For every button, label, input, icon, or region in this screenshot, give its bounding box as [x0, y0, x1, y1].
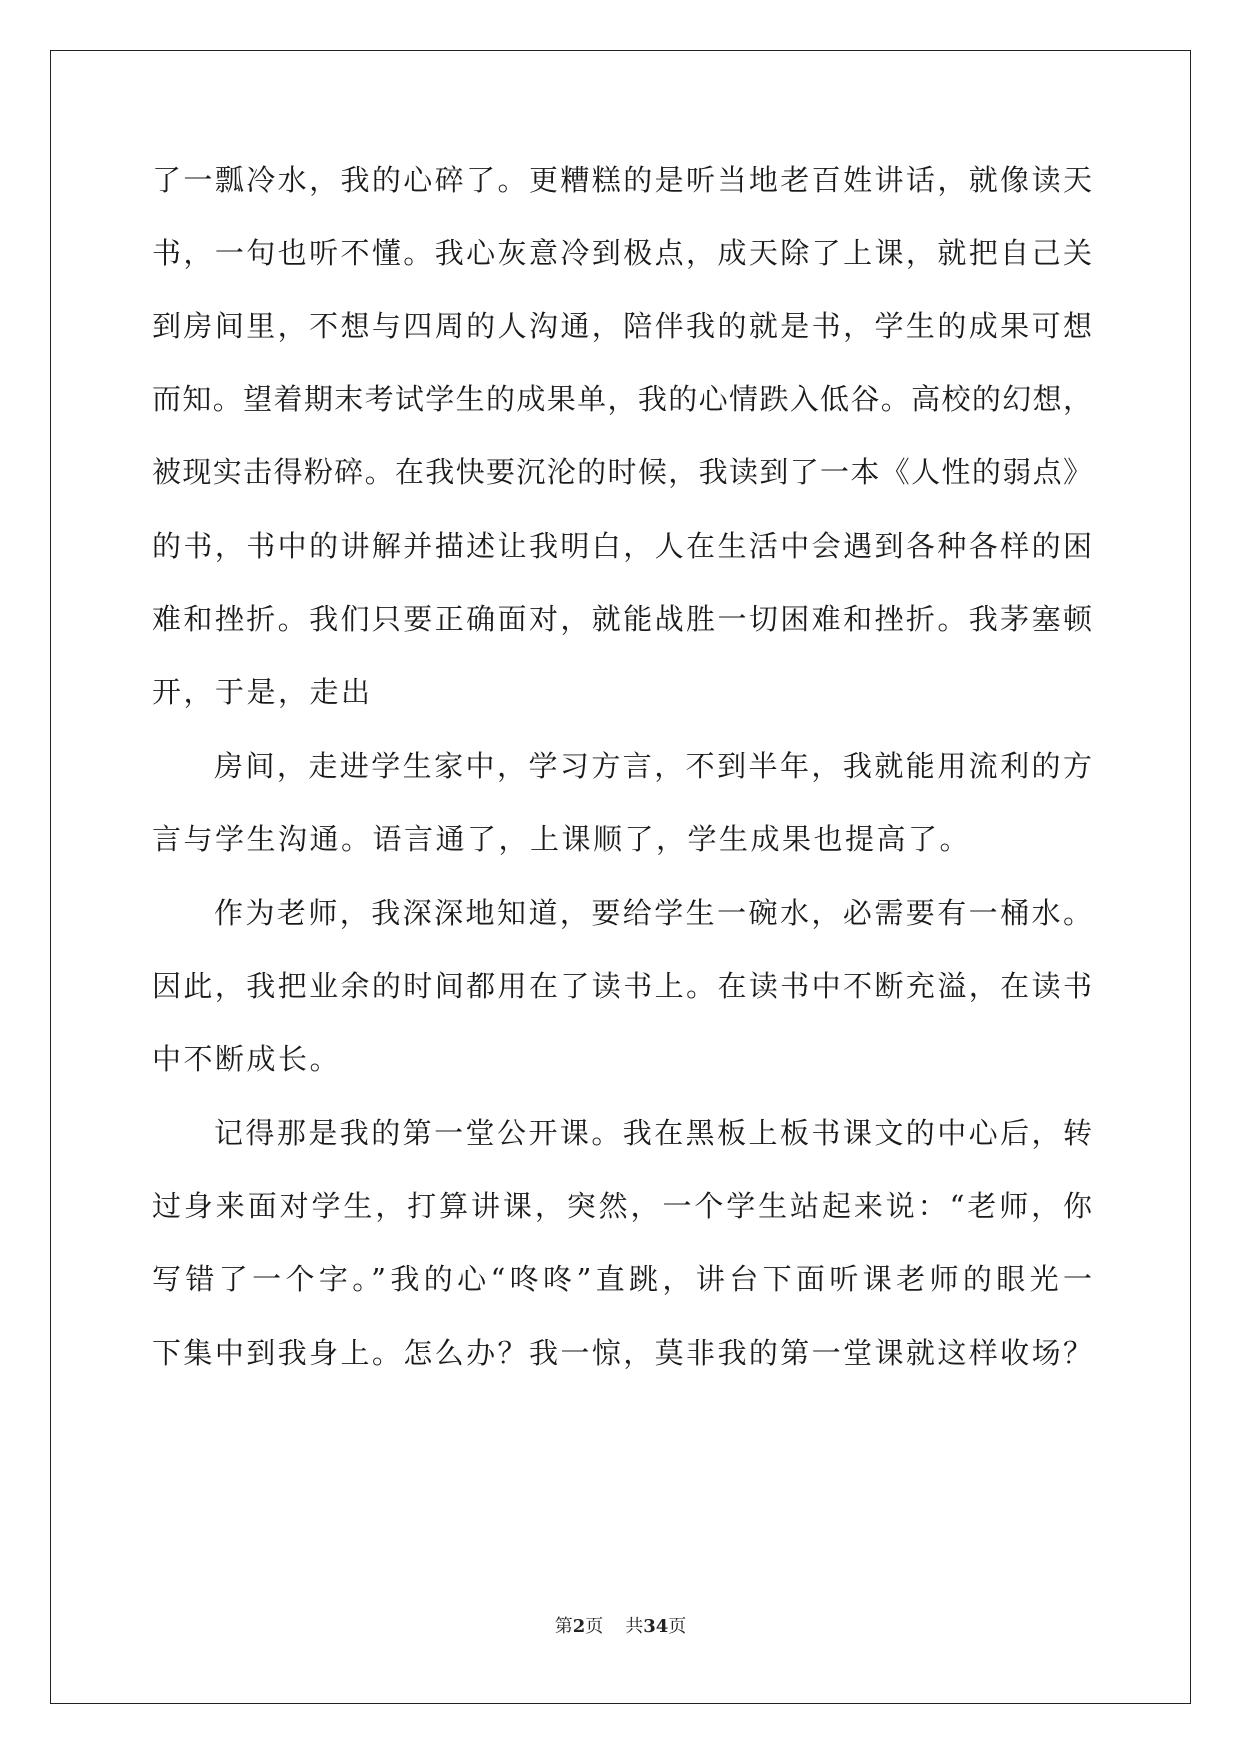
- text-line: 中不断成长。: [152, 1042, 342, 1076]
- page-border: [50, 50, 1191, 1704]
- paragraph-first-line: 房间，走进学生家中，学习方言，不到半年，我就能用流利的方: [214, 749, 1092, 783]
- text-line: 下集中到我身上。怎么办？我一惊，莫非我的第一堂课就这样收场？: [152, 1336, 1092, 1370]
- footer-page-number: 2: [572, 1616, 586, 1637]
- footer-page-suffix: 页: [585, 1616, 604, 1637]
- text-line: 而知。望着期末考试学生的成果单，我的心情跌入低谷。高校的幻想，: [152, 382, 1092, 416]
- text-line: 到房间里，不想与四周的人沟通，陪伴我的就是书，学生的成果可想: [152, 309, 1092, 343]
- text-line: 难和挫折。我们只要正确面对，就能战胜一切困难和挫折。我茅塞顿: [152, 602, 1092, 636]
- text-line: 因此，我把业余的时间都用在了读书上。在读书中不断充溢，在读书: [152, 969, 1092, 1003]
- footer-total-pages: 34: [643, 1616, 669, 1637]
- text-line: 被现实击得粉碎。在我快要沉沦的时候，我读到了一本《人性的弱点》: [152, 455, 1092, 489]
- text-line: 了一瓢冷水，我的心碎了。更糟糕的是听当地老百姓讲话，就像读天: [152, 163, 1092, 197]
- text-line: 写错了一个字。”我的心“咚咚”直跳，讲台下面听课老师的眼光一: [152, 1262, 1092, 1296]
- text-line: 的书，书中的讲解并描述让我明白，人在生活中会遇到各种各样的困: [152, 529, 1092, 563]
- text-line: 书，一句也听不懂。我心灰意冷到极点，成天除了上课，就把自己关: [152, 236, 1092, 270]
- text-line: 言与学生沟通。语言通了，上课顺了，学生成果也提高了。: [152, 822, 972, 856]
- text-line: 过身来面对学生，打算讲课，突然，一个学生站起来说：“老师，你: [152, 1189, 1092, 1223]
- page-footer: [0, 1615, 1241, 1639]
- footer-page-prefix: 第: [554, 1616, 573, 1637]
- text-line: 开，于是，走出: [152, 675, 373, 709]
- footer-total-suffix: 页: [668, 1616, 687, 1637]
- footer-total-prefix: 共: [625, 1616, 644, 1637]
- paragraph-first-line: 记得那是我的第一堂公开课。我在黑板上板书课文的中心后，转: [214, 1116, 1092, 1150]
- paragraph-first-line: 作为老师，我深深地知道，要给学生一碗水，必需要有一桶水。: [214, 896, 1092, 930]
